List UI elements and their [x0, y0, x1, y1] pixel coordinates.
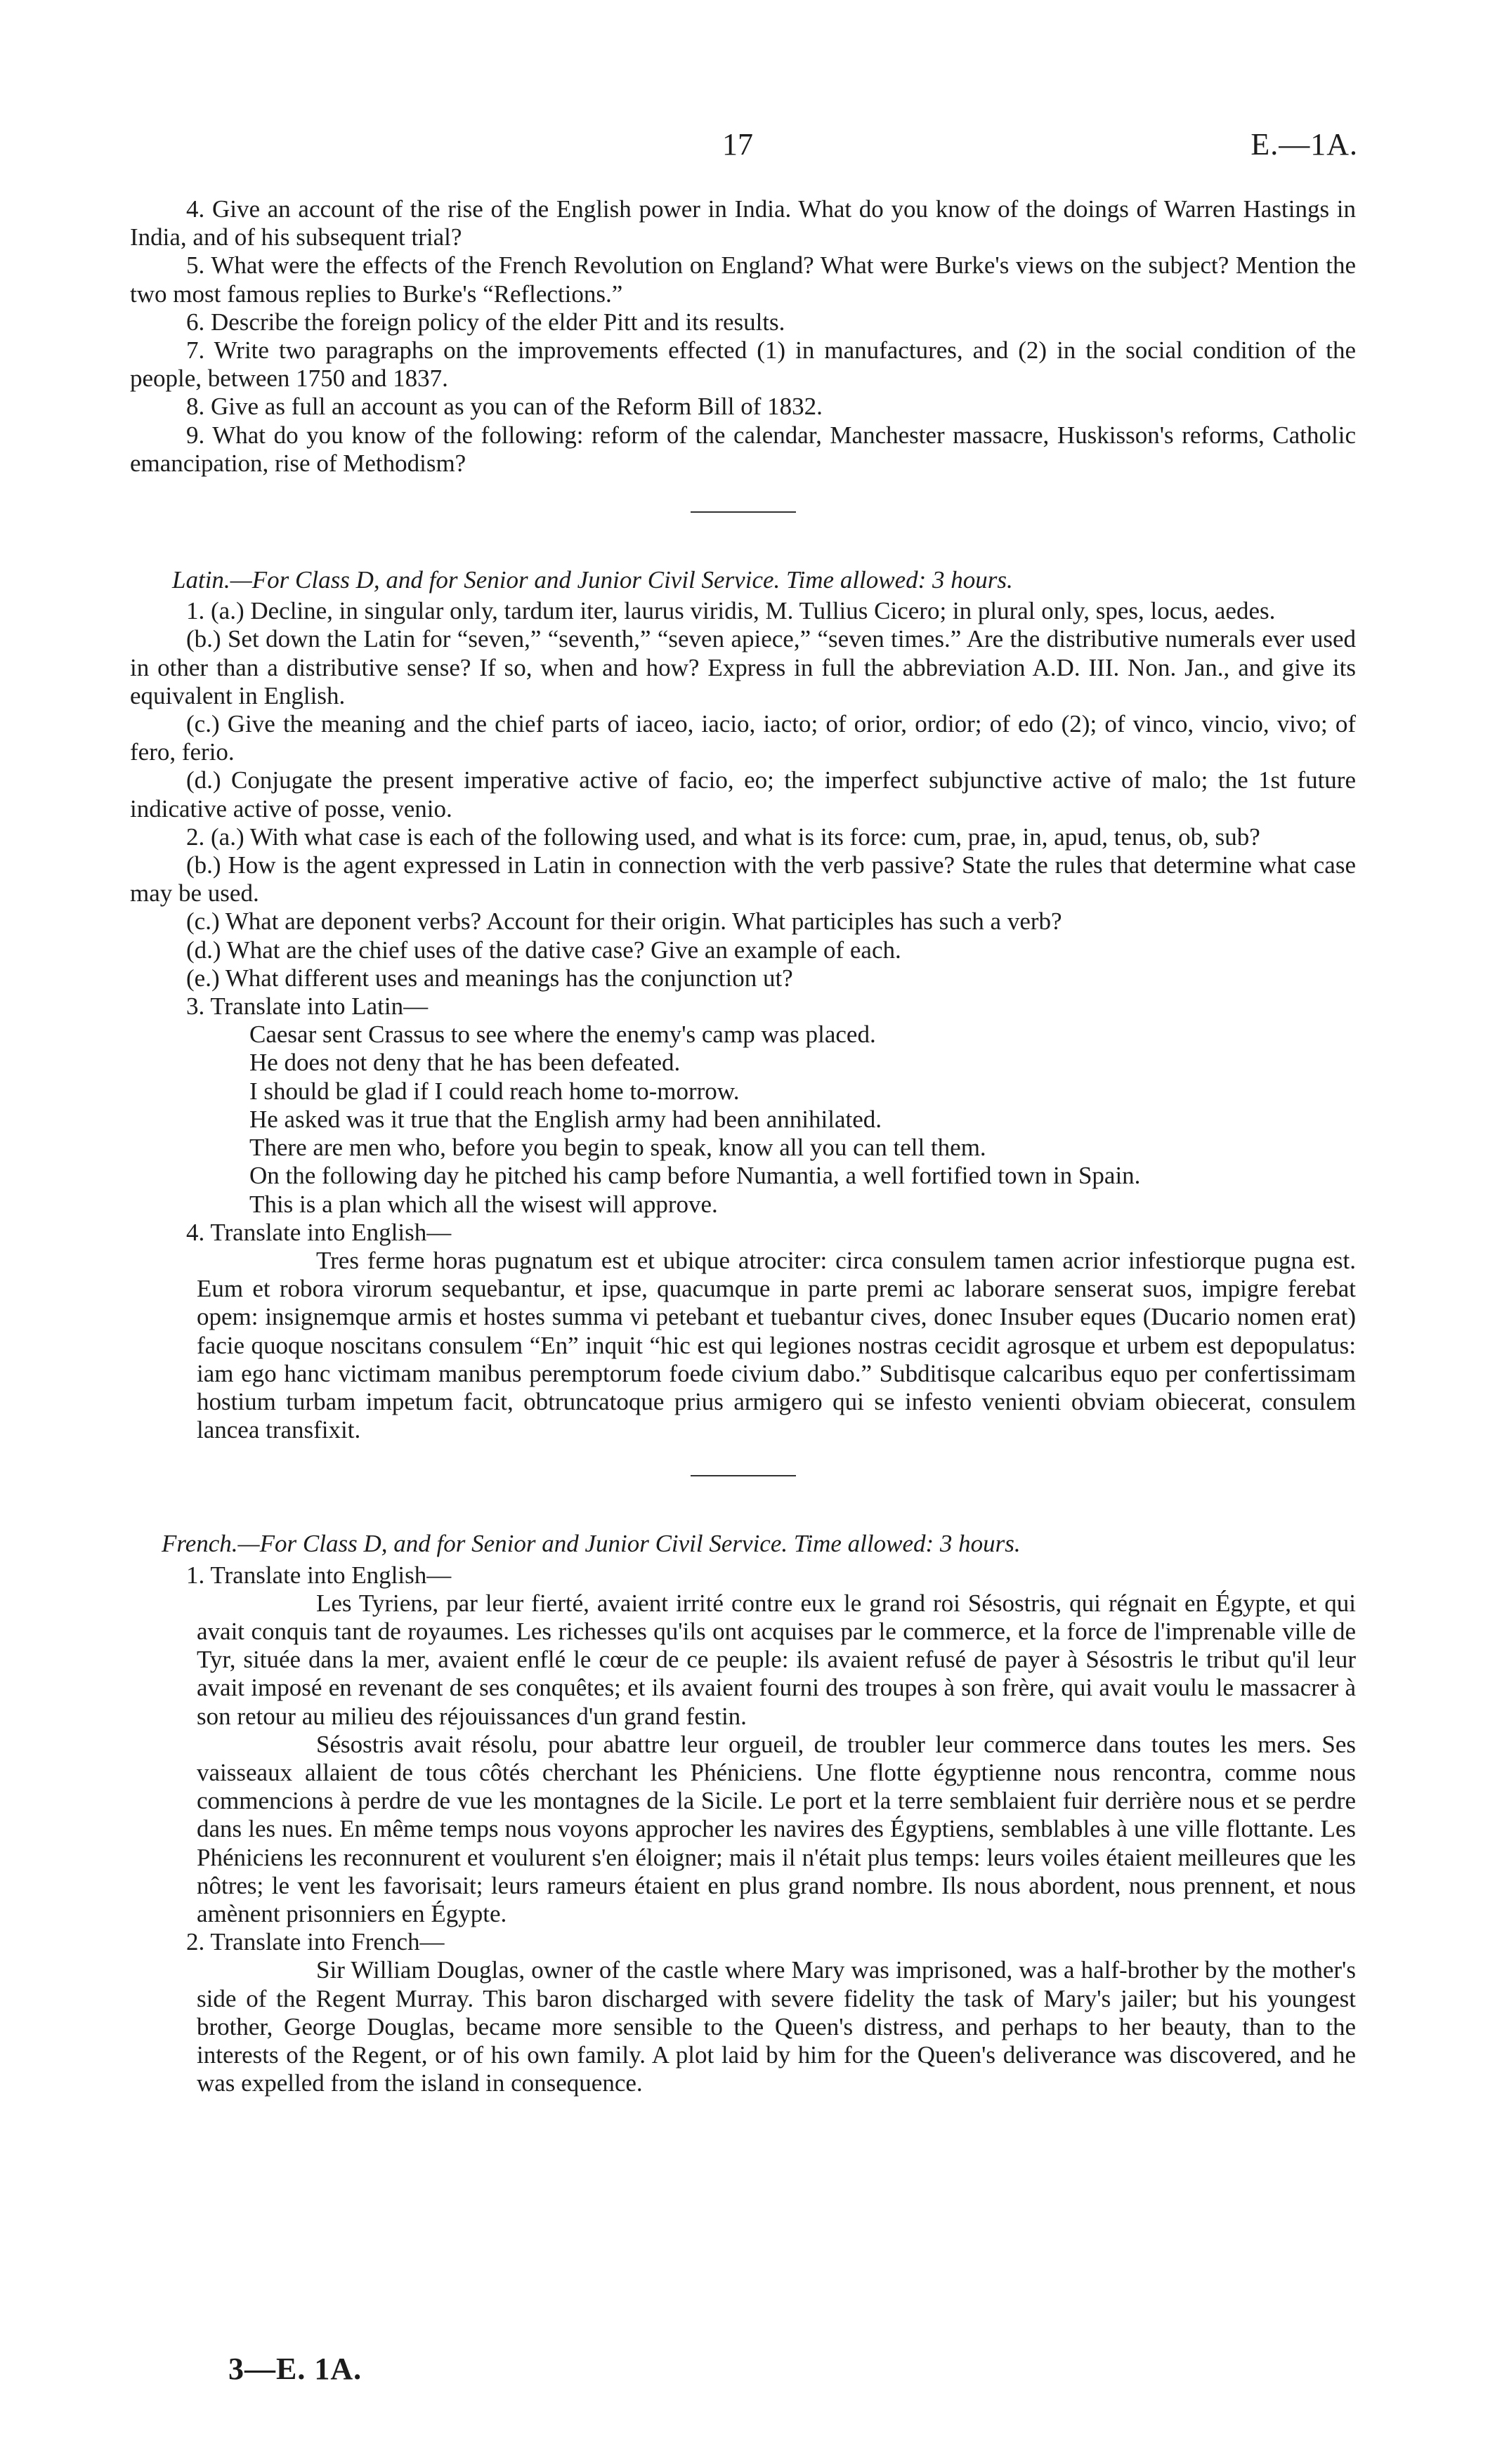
latin-question-2e: (e.) What different uses and meanings has the conjunction ut? — [186, 964, 793, 992]
latin-question-1a: 1. (a.) Decline, in singular only, tardum iter, laurus viridis, M. Tullius Cicero; in plural only, spes, locus, aedes. — [186, 597, 1276, 625]
french-heading: French.—For Class D, and for Senior and Junior Civil Service. Time allowed: 3 hours. — [162, 1530, 1021, 1558]
history-question-5: 5. What were the effects of the French Revolution on England? What were Burke's views on the subject? Mention the two most famous replies to Burke's “Reflections.” — [130, 251, 1356, 308]
signature-mark: 3—E. 1A. — [228, 2352, 363, 2386]
latin-question-1c: (c.) Give the meaning and the chief parts of iaceo, iacio, iacto; of orior, ordior; of edo (2); of vinco, vincio, vivo; of fero, ferio. — [130, 710, 1356, 766]
page-content — [130, 195, 1356, 2097]
latin-question-1b: (b.) Set down the Latin for “seven,” “seventh,” “seven apiece,” “seven times.” Are the distributive numerals ever used in other than a distributive sense? If so, when and how? Express in full the abbreviation A.D. III. Non. Jan., and give its equivalent in English. — [130, 625, 1356, 709]
french-passage-paragraph-2: Sésostris avait résolu, pour abattre leur orgueil, de troubler leur commerce dans toutes les mers. Ses vaisseaux allaient de tous côtés cherchant les Phéniciens. Une flotte égyptienne nous rencontra, comme nous commencions à perdre de vue les montagnes de la Sicile. Le port et la terre semblaient fuir derrière nous et se perdre dans les nues. En même temps nous voyons approcher les navires des Égyptiens, semblables à une ville flottante. Les Phéniciens les reconnurent et voulurent s'en éloigner; mais il n'était plus temps: leurs voiles étaient meilleures que les nôtres; le vent les favorisait; leurs rameurs étaient en plus grand nombre. Ils nous abordent, nous prennent, et nous amènent prisonniers en Égypte. — [197, 1730, 1356, 1927]
latin-question-2a: 2. (a.) With what case is each of the following used, and what is its force: cum, prae, in, apud, tenus, ob, sub? — [186, 823, 1260, 851]
latin-sentence: There are men who, before you begin to speak, know all you can tell them. — [249, 1134, 986, 1162]
french-section — [130, 1530, 1356, 2097]
latin-section — [130, 566, 1356, 1444]
history-question-8: 8. Give as full an account as you can of the Reform Bill of 1832. — [186, 393, 823, 421]
document-reference: E.—1A. — [1250, 127, 1358, 162]
latin-sentence: He asked was it true that the English army had been annihilated. — [249, 1105, 882, 1133]
latin-sentence: Caesar sent Crassus to see where the enemy's camp was placed. — [249, 1021, 876, 1049]
french-question-2-label: 2. Translate into French— — [186, 1928, 445, 1956]
section-divider — [691, 1475, 796, 1476]
french-passage-paragraph-1: Les Tyriens, par leur fierté, avaient irrité contre eux le grand roi Sésostris, qui régnait en Égypte, et qui avait conquis tant de royaumes. Les richesses qu'ils ont acquises par le commerce, et la force de l'imprenable ville de Tyr, située dans la mer, avaient enflé le cœur de ce peuple: ils avaient refusé de payer à Sésostris le tribut qu'il leur avait imposé en revenant de ses conquêtes; et ils avaient fourni des troupes à son frère, qui avait voulu le massacrer à son retour au milieu des réjouissances d'un grand festin. — [197, 1589, 1356, 1730]
history-question-4: 4. Give an account of the rise of the English power in India. What do you know of the doings of Warren Hastings in India, and of his subsequent trial? — [130, 195, 1356, 251]
latin-sentence: He does not deny that he has been defeated. — [249, 1049, 681, 1077]
section-divider — [691, 511, 796, 513]
history-question-7: 7. Write two paragraphs on the improvements effected (1) in manufactures, and (2) in the social condition of the people, between 1750 and 1837. — [130, 336, 1356, 393]
latin-question-2d: (d.) What are the chief uses of the dative case? Give an example of each. — [186, 936, 901, 964]
latin-heading: Latin.—For Class D, and for Senior and Junior Civil Service. Time allowed: 3 hours. — [172, 566, 1013, 594]
latin-sentence: I should be glad if I could reach home to-morrow. — [249, 1077, 740, 1105]
french-question-1-label: 1. Translate into English— — [186, 1561, 452, 1589]
latin-question-2c: (c.) What are deponent verbs? Account for their origin. What participles has such a verb? — [186, 907, 1062, 936]
history-questions — [130, 195, 1356, 478]
history-question-6: 6. Describe the foreign policy of the elder Pitt and its results. — [186, 308, 785, 336]
latin-passage: Tres ferme horas pugnatum est et ubique atrociter: circa consulem tamen acrior infestiorque pugna est. Eum et robora virorum sequebantur, et ipse, quacumque in parte premi ac laborare senserat suos, impigre ferebat opem: insignemque armis et hostes summa vi petebant et tuebantur cives, donec Insuber eques (Ducario nomen erat) facie quoque noscitans consulem “En” inquit “hic est qui legiones nostras cecidit agrosque et urbem est depopulatus: iam ego hanc victimam manibus peremptorum foede civium dabo.” Subditisque calcaribus equo per confertissimam hostium turbam impetum facit, obtruncatoque prius armigero qui se infesto venienti obviam obiecerat, consulem lancea transfixit. — [197, 1246, 1356, 1444]
history-question-9: 9. What do you know of the following: reform of the calendar, Manchester massacre, Huskisson's reforms, Catholic emancipation, rise of Methodism? — [130, 421, 1356, 477]
english-passage: Sir William Douglas, owner of the castle where Mary was imprisoned, was a half-brother by the mother's side of the Regent Murray. This baron discharged with severe fidelity the task of Mary's jailer; but his youngest brother, George Douglas, became more sensible to the Queen's distress, and perhaps to her beauty, than to the interests of the Regent, or of his own family. A plot laid by him for the Queen's deliverance was discovered, and he was expelled from the island in consequence. — [197, 1956, 1356, 2097]
page-number: 17 — [722, 127, 753, 162]
latin-question-1d: (d.) Conjugate the present imperative active of facio, eo; the imperfect subjunctive active of malo; the 1st future indicative active of posse, venio. — [130, 766, 1356, 823]
latin-question-4-label: 4. Translate into English— — [186, 1218, 452, 1246]
latin-question-3-label: 3. Translate into Latin— — [186, 992, 429, 1021]
latin-sentence: This is a plan which all the wisest will approve. — [249, 1190, 718, 1218]
latin-sentence: On the following day he pitched his camp before Numantia, a well fortified town in Spain. — [249, 1162, 1141, 1190]
latin-question-2b: (b.) How is the agent expressed in Latin in connection with the verb passive? State the rules that determine what case may be used. — [130, 851, 1356, 907]
